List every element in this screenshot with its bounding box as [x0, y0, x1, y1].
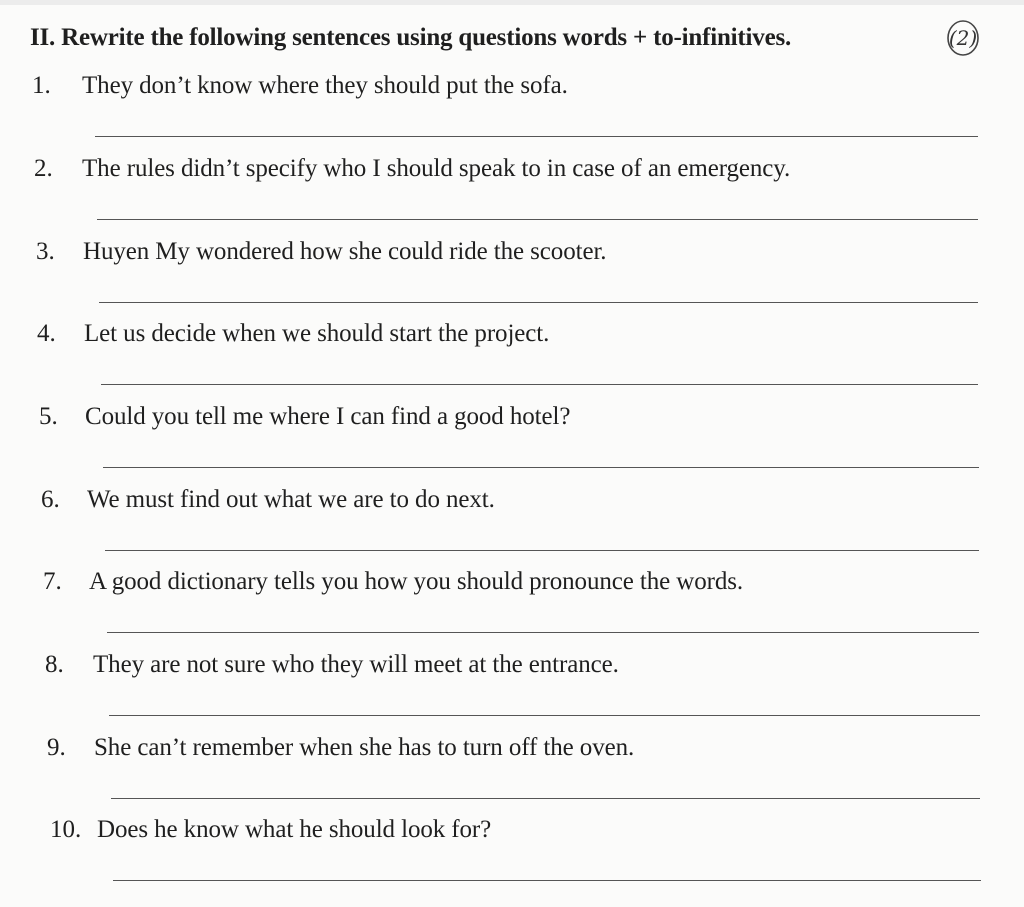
answer-line[interactable] [99, 302, 978, 303]
exercise-number: 2. [34, 155, 53, 182]
exercise-number: 9. [47, 734, 66, 761]
section-title: II. Rewrite the following sentences using questions words + to-infinitives. [30, 24, 792, 51]
answer-line[interactable] [97, 219, 978, 220]
mark-text: (2) [948, 26, 978, 50]
exercise-number: 10. [50, 816, 82, 843]
exercise-sentence: Could you tell me where I can find a good hotel? [85, 403, 571, 430]
answer-line[interactable] [103, 467, 979, 468]
answer-line[interactable] [113, 880, 981, 881]
exercise-sentence: We must find out what we are to do next. [87, 486, 495, 513]
exercise-number: 6. [41, 486, 60, 513]
exercise-item [0, 734, 1024, 816]
exercise-item [0, 320, 1024, 402]
exercise-number: 3. [36, 238, 55, 265]
exercise-item [0, 568, 1024, 650]
handwritten-circled-mark [944, 18, 982, 58]
exercise-sentence: A good dictionary tells you how you should pronounce the words. [89, 568, 744, 595]
exercise-sentence: Does he know what he should look for? [97, 816, 492, 843]
exercise-number: 1. [32, 72, 51, 99]
exercise-item [0, 651, 1024, 733]
answer-line[interactable] [107, 632, 979, 633]
answer-line[interactable] [111, 798, 980, 799]
exercise-number: 7. [43, 568, 62, 595]
answer-line[interactable] [95, 136, 978, 137]
page-top-edge [0, 0, 1024, 5]
exercise-item [0, 816, 1024, 898]
exercise-number: 5. [39, 403, 58, 430]
exercise-item [0, 486, 1024, 568]
exercise-sentence: Let us decide when we should start the project. [84, 320, 550, 347]
exercise-item [0, 238, 1024, 320]
exercise-item [0, 403, 1024, 485]
exercise-sentence: She can’t remember when she has to turn off the oven. [94, 734, 635, 761]
exercise-number: 4. [37, 320, 56, 347]
answer-line[interactable] [101, 384, 978, 385]
exercise-sentence: They are not sure who they will meet at the entrance. [93, 651, 619, 678]
exercise-sentence: They don’t know where they should put the sofa. [82, 72, 568, 99]
exercise-item [0, 155, 1024, 237]
exercise-sentence: Huyen My wondered how she could ride the scooter. [83, 238, 607, 265]
exercise-item [0, 72, 1024, 154]
exercise-sentence: The rules didn’t specify who I should speak to in case of an emergency. [82, 155, 791, 182]
exercise-number: 8. [45, 651, 64, 678]
answer-line[interactable] [109, 715, 980, 716]
answer-line[interactable] [105, 550, 979, 551]
